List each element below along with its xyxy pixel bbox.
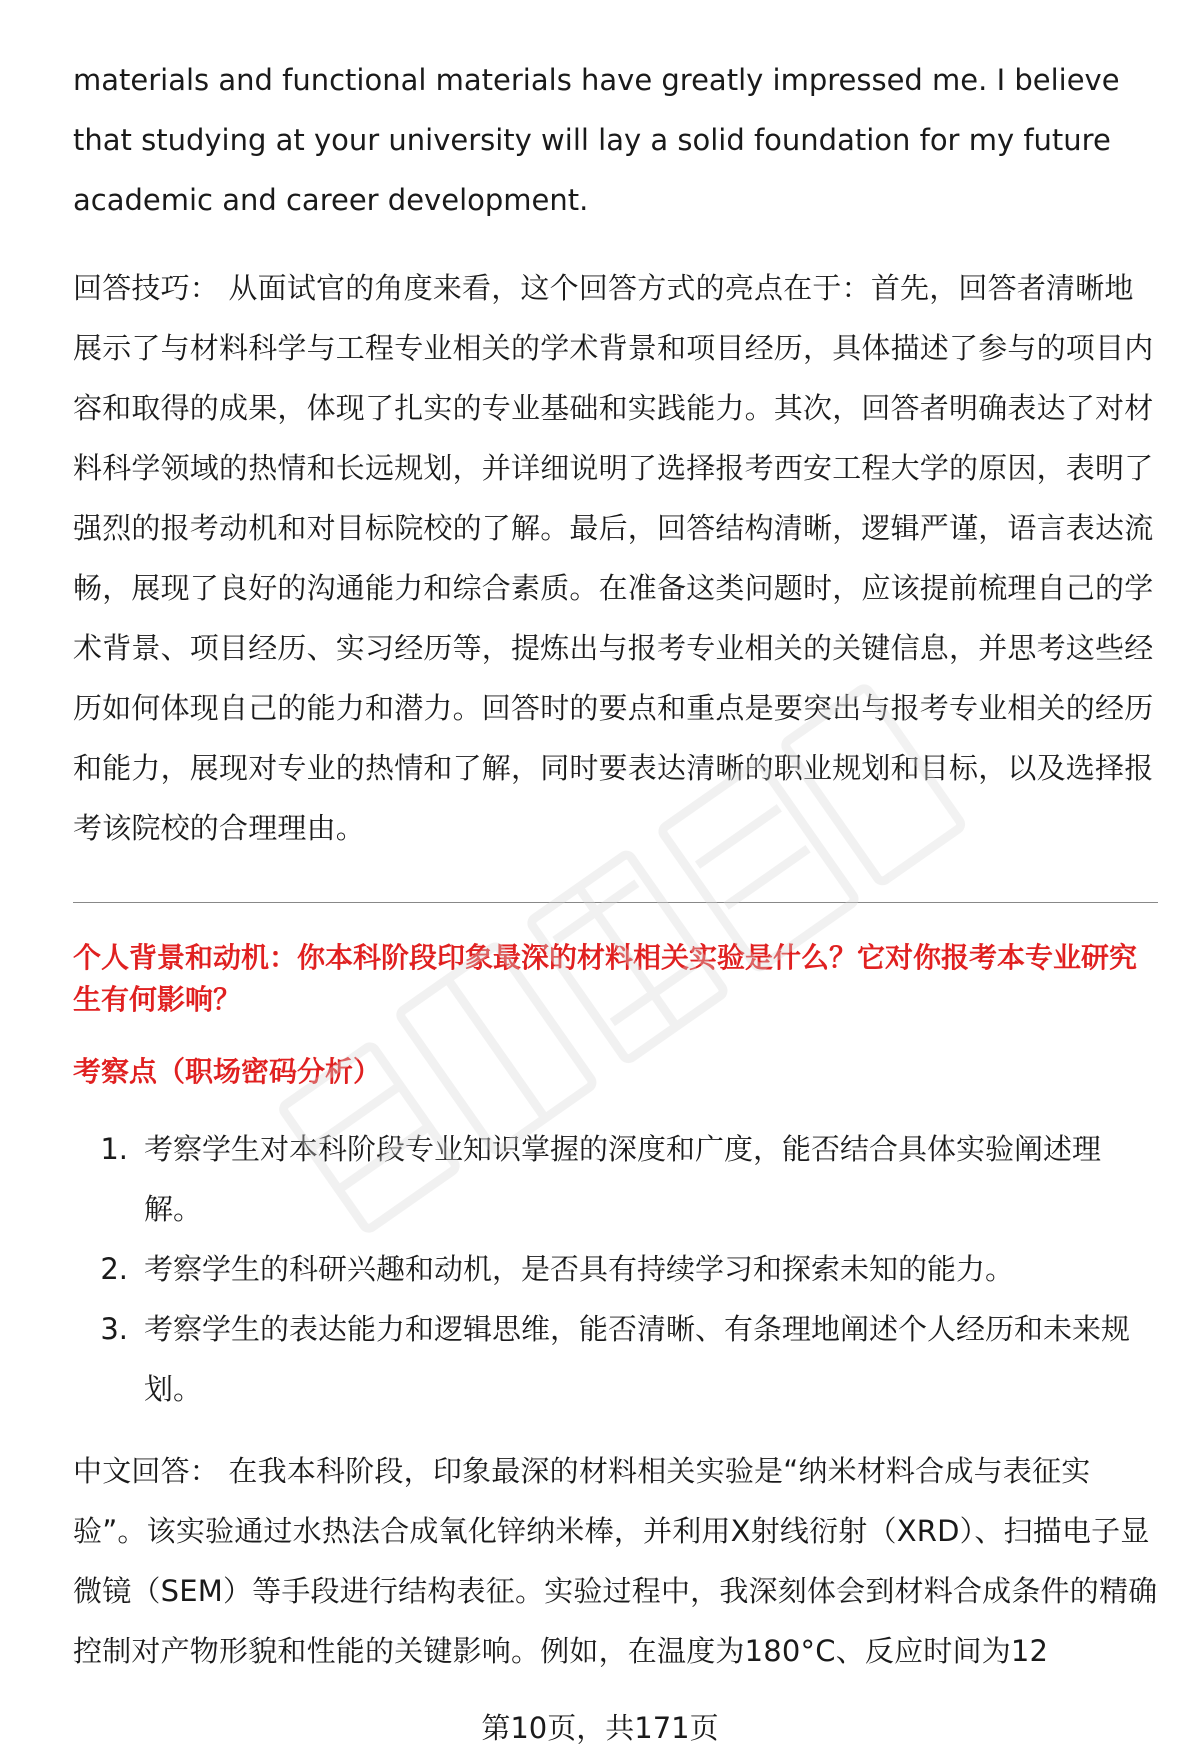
answer-tips-paragraph: 回答技巧： 从面试官的角度来看，这个回答方式的亮点在于：首先，回答者清晰地展示了与材料科学与工程专业相关的学术背景和项目经历，具体描述了参与的项目内容和取得的成果，体现了扎实的专业基础和实践能力。其次，回答者明确表达了对材料科学领域的热情和长远规划，并详细说明了选择报考西安工程大学的原因，表明了强烈的报考动机和对目标院校的了解。最后，回答结构清晰，逻辑严谨，语言表达流畅，展现了良好的沟通能力和综合素质。在准备这类问题时，应该提前梳理自己的学术背景、项目经历、实习经历等，提炼出与报考专业相关的关键信息，并思考这些经历如何体现自己的能力和潜力。回答时的要点和重点是要突出与报考专业相关的经历和能力，展现对专业的热情和了解，同时要表达清晰的职业规划和目标，以及选择报考该院校的合理理由。 (73, 271, 1154, 845)
list-item-number: 1. (100, 1132, 128, 1166)
page-number-footer: 第10页，共171页 (481, 1711, 719, 1745)
list-item (73, 1119, 1158, 1239)
chinese-answer-paragraph: 中文回答： 在我本科阶段，印象最深的材料相关实验是“纳米材料合成与表征实验”。该实验通过水热法合成氧化锌纳米棒，并利用X射线衍射（XRD）、扫描电子显微镜（SEM）等手段进行结构表征。实验过程中，我深刻体会到材料合成条件的精确控制对产物形貌和性能的关键影响。例如，在温度为180°C、反应时间为12 (73, 1454, 1158, 1668)
list-item (73, 1299, 1158, 1419)
list-item-text: 考察学生的科研兴趣和动机，是否具有持续学习和探索未知的能力。 (144, 1252, 1015, 1286)
english-answer-tail: materials and functional materials have greatly impressed me. I believe that studying at your university will lay a solid foundation for my future academic and career development. (73, 63, 1120, 217)
list-item-number: 3. (100, 1312, 128, 1346)
analysis-points-list (73, 1119, 1158, 1419)
question-heading: 个人背景和动机：你本科阶段印象最深的材料相关实验是什么？它对你报考本专业研究生有何影响？ (73, 941, 1138, 1016)
section-divider (73, 902, 1158, 903)
list-item-text: 考察学生对本科阶段专业知识掌握的深度和广度，能否结合具体实验阐述理解。 (144, 1132, 1102, 1226)
list-item-text: 考察学生的表达能力和逻辑思维，能否清晰、有条理地阐述个人经历和未来规划。 (144, 1312, 1131, 1406)
analysis-heading: 考察点（职场密码分析） (73, 1055, 382, 1088)
list-item (73, 1239, 1158, 1299)
document-page (73, 50, 1158, 1681)
list-item-number: 2. (100, 1252, 128, 1286)
